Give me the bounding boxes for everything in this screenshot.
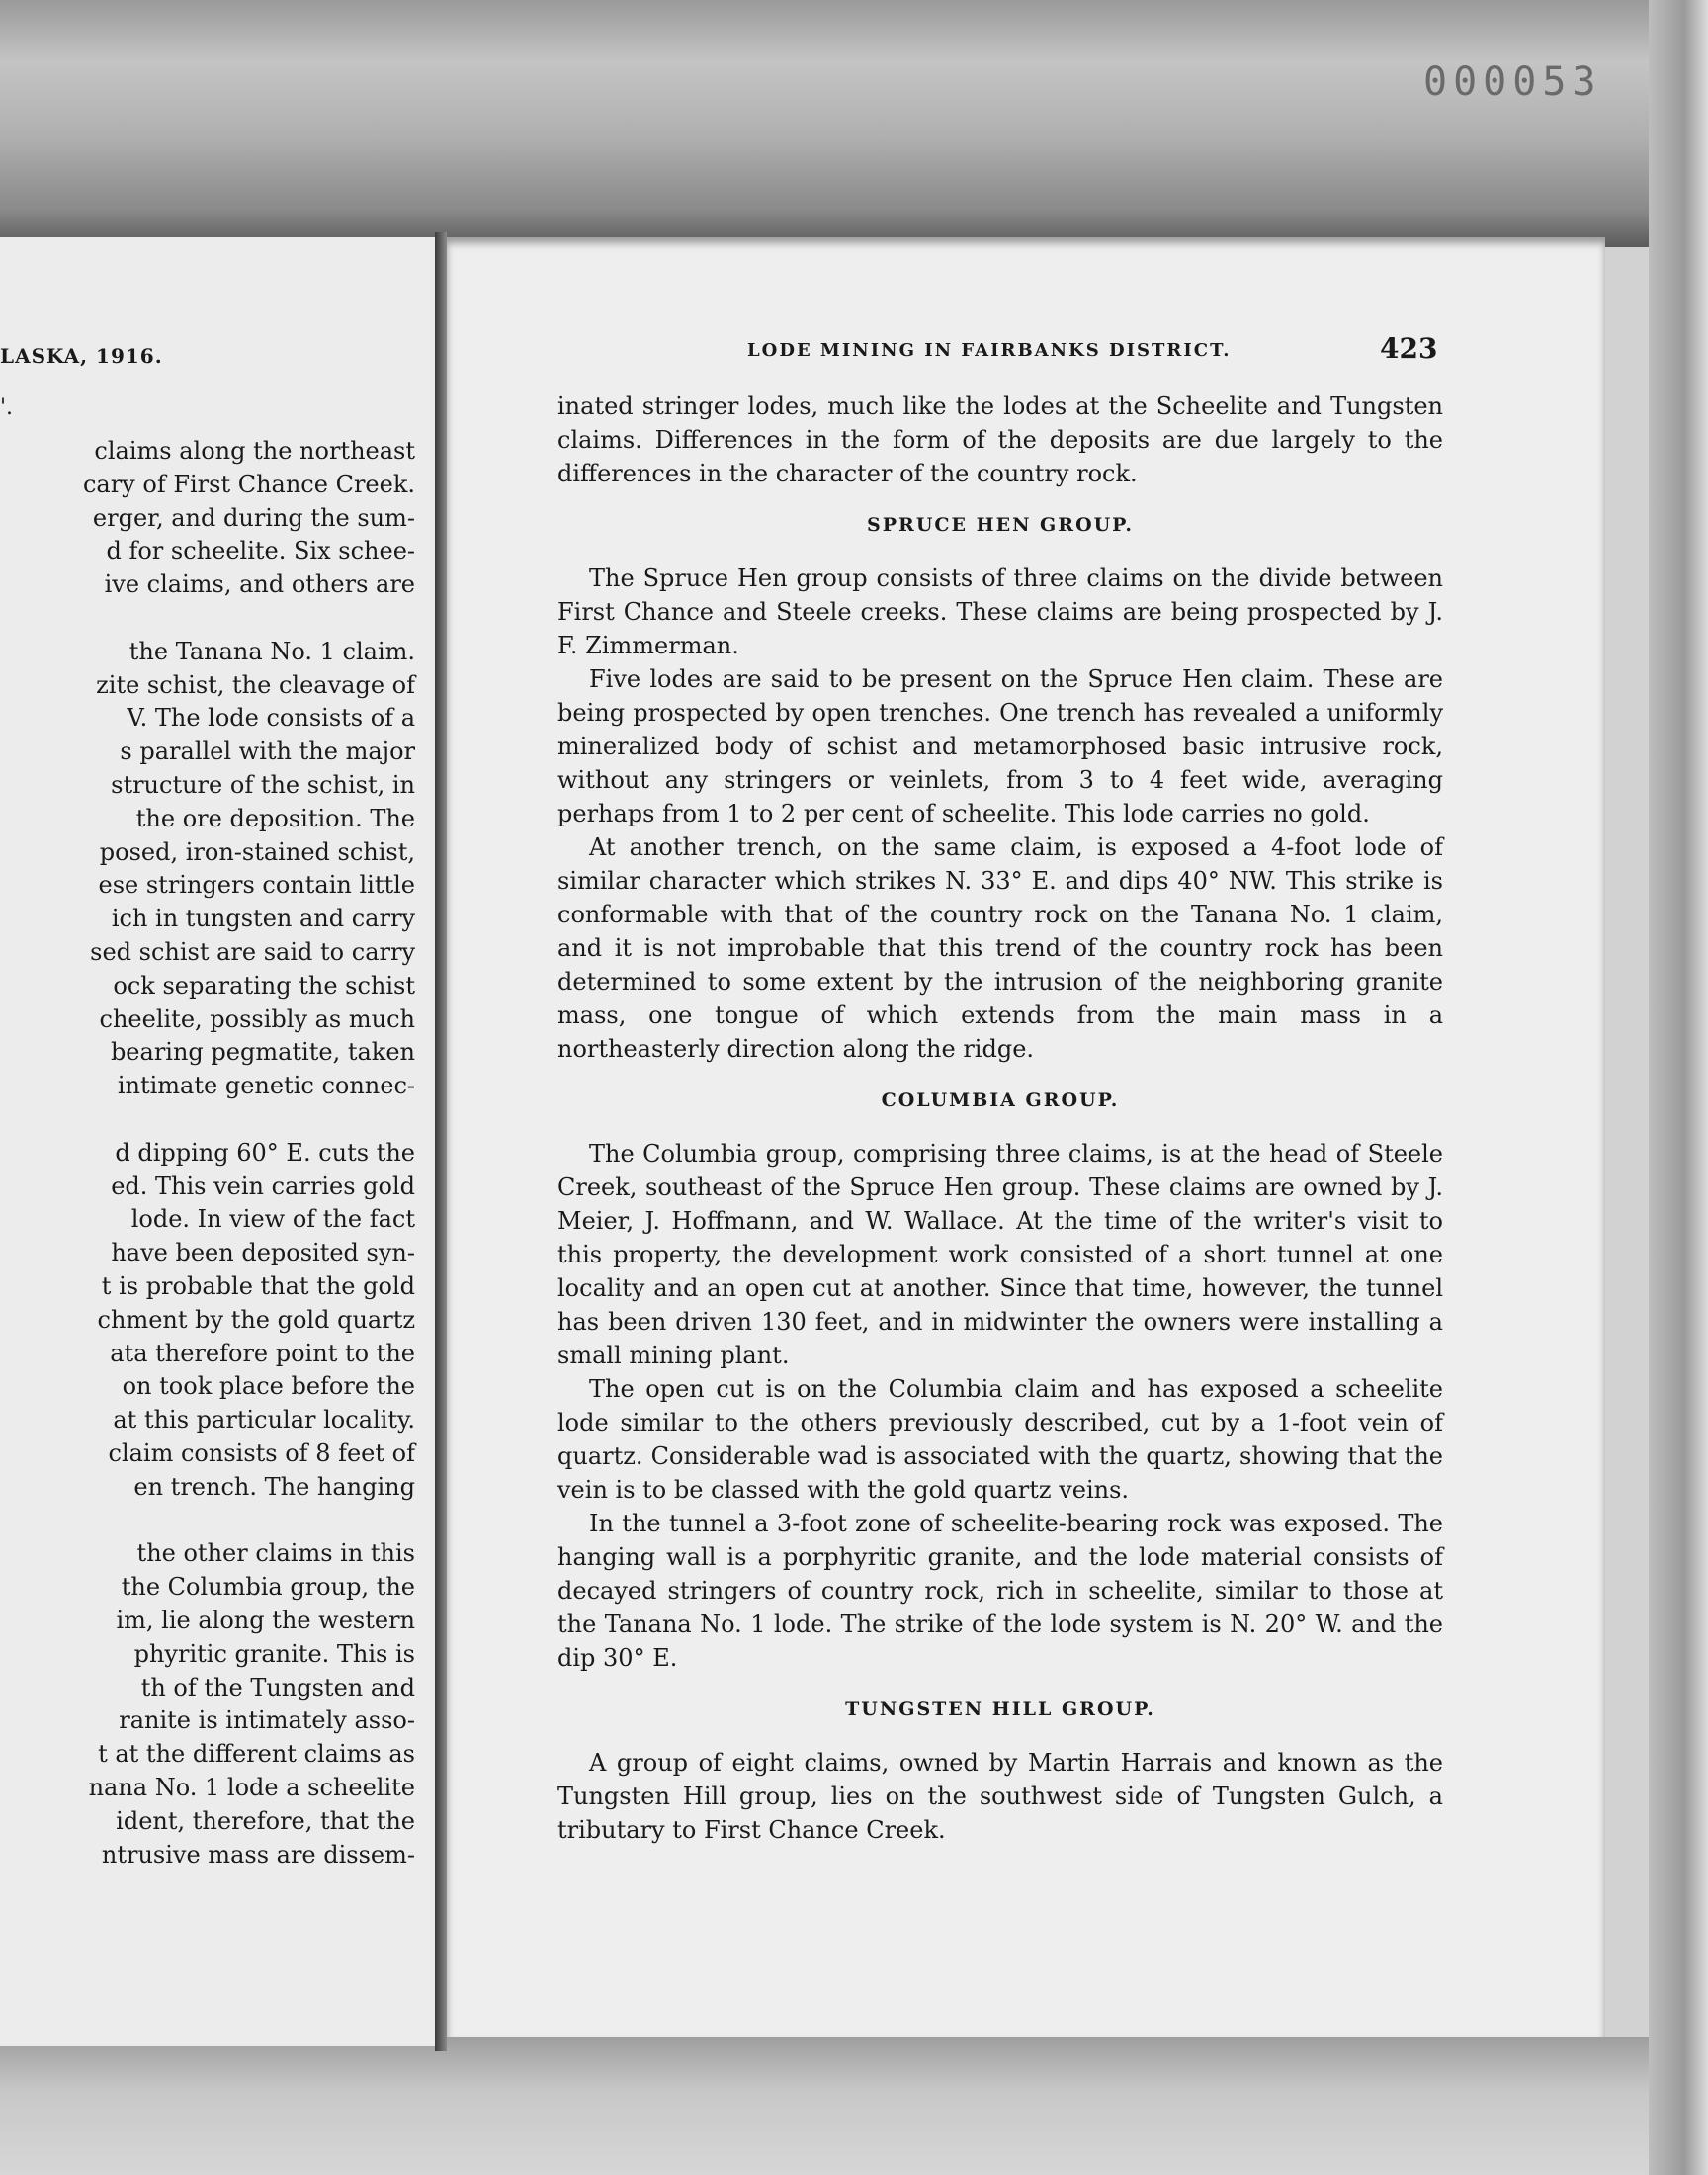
left-text-line: ich in tungsten and carry — [111, 905, 415, 933]
section-heading-spruce-hen: SPRUCE HEN GROUP. — [867, 514, 1134, 536]
left-text-line: ata therefore point to the — [110, 1339, 415, 1367]
running-head: LODE MINING IN FAIRBANKS DISTRICT. — [747, 340, 1232, 361]
left-text-line: chment by the gold quartz — [97, 1305, 415, 1334]
left-text-line: nana No. 1 lode a scheelite — [88, 1774, 415, 1801]
left-text-line: claim consists of 8 feet of — [108, 1439, 415, 1467]
left-text-line: en trench. The hanging — [133, 1472, 415, 1501]
left-text-line: posed, iron-stained schist, — [99, 837, 415, 866]
left-text-line: d dipping 60° E. cuts the — [115, 1138, 415, 1167]
left-text-line: the other claims in this — [136, 1539, 415, 1568]
left-text-line: t is probable that the gold — [101, 1272, 415, 1300]
left-text-line: lode. In view of the fact — [130, 1205, 415, 1234]
left-text-line: the Columbia group, the — [121, 1573, 415, 1602]
left-text-line: bearing pegmatite, taken — [110, 1038, 415, 1067]
archive-stamp-number: 000053 — [1423, 59, 1602, 105]
left-text-line: the ore deposition. The — [135, 804, 415, 832]
left-text-line: phyritic granite. This is — [133, 1639, 415, 1668]
left-text-line: ntrusive mass are dissem- — [101, 1840, 415, 1869]
left-text-line: th of the Tungsten and — [140, 1673, 415, 1701]
page-body — [557, 390, 1443, 1847]
left-text-line: at this particular locality. — [113, 1406, 415, 1435]
left-text-line: ese stringers contain little — [98, 871, 415, 900]
left-text-line: ive claims, and others are — [104, 570, 415, 599]
left-text-line: d for scheelite. Six schee- — [106, 537, 415, 566]
left-text-line: sed schist are said to carry — [90, 938, 415, 966]
left-text-line: ock separating the schist — [113, 971, 415, 1000]
left-text-line: ed. This vein carries gold — [111, 1172, 415, 1200]
left-page — [0, 237, 435, 2046]
left-text-line: im, lie along the western — [116, 1607, 415, 1634]
scan-bottom-shadow — [0, 2037, 1708, 2175]
left-text-line: ranite is intimately asso- — [119, 1706, 415, 1735]
left-section-marker: '. — [0, 395, 14, 420]
left-text-line: cary of First Chance Creek. — [82, 470, 415, 498]
page-number: 423 — [1380, 332, 1438, 365]
left-text-line: V. The lode consists of a — [127, 704, 415, 733]
left-text-line: structure of the schist, in — [111, 771, 415, 799]
right-page — [447, 237, 1605, 2037]
left-text-line: have been deposited syn- — [111, 1239, 415, 1267]
paragraph: At another trench, on the same claim, is exposed a 4-foot lode of similar character which strikes N. 33° E. and dips 40° NW. This strike is conformable with that of the country rock on the Tanana No. 1 claim, and it is not improbable that this trend of the country rock has been determined to some extent by the intrusion of the neighboring granite mass, one tongue of which extends from the main mass in a northeasterly direction along the ridge. — [557, 833, 1443, 1063]
scan-right-edge — [1649, 0, 1708, 2175]
left-text-line: ident, therefore, that the — [116, 1806, 415, 1835]
left-text-line: claims along the northeast — [94, 437, 415, 465]
left-text-line: zite schist, the cleavage of — [96, 670, 415, 699]
book-gutter — [435, 232, 447, 2051]
left-running-head: LASKA, 1916. — [0, 344, 163, 368]
intro-paragraph: inated stringer lodes, much like the lodes at the Scheelite and Tungsten claims. Differences in the form of the deposits are due largely to the differences in the character of the country rock. — [557, 392, 1443, 487]
section-heading-columbia: COLUMBIA GROUP. — [881, 1089, 1120, 1111]
section-heading-tungsten-hill: TUNGSTEN HILL GROUP. — [845, 1698, 1155, 1720]
left-text-line: erger, and during the sum- — [92, 503, 415, 532]
paragraph: Five lodes are said to be present on the Spruce Hen claim. These are being prospected by open trenches. One trench has revealed a uniformly mineralized body of schist and metamorphosed basic intrusive rock, without any stringers or veinlets, from 3 to 4 feet wide, averaging perhaps from 1 to 2 per cent of scheelite. This lode carries no gold. — [557, 665, 1443, 827]
scan-top-shadow — [0, 0, 1708, 247]
paragraph: The Spruce Hen group consists of three claims on the divide between First Chance and Steele creeks. These claims are being prospected by J. F. Zimmerman. — [557, 565, 1443, 659]
left-text-line: intimate genetic connec- — [117, 1072, 415, 1100]
left-text-line: the Tanana No. 1 claim. — [128, 637, 415, 665]
paragraph: A group of eight claims, owned by Martin Harrais and known as the Tungsten Hill group, lies on the southwest side of Tungsten Gulch, a tributary to First Chance Creek. — [557, 1749, 1443, 1844]
left-text-line: s parallel with the major — [120, 738, 415, 766]
left-text-line: on took place before the — [122, 1372, 415, 1401]
paragraph: The open cut is on the Columbia claim and has exposed a scheelite lode similar to the others previously described, cut by a 1-foot vein of quartz. Considerable wad is associated with the quartz, showing that the vein is to be classed with the gold quartz veins. — [557, 1375, 1443, 1504]
paragraph: The Columbia group, comprising three claims, is at the head of Steele Creek, southeast of the Spruce Hen group. These claims are owned by J. Meier, J. Hoffmann, and W. Wallace. At the time of the writer's visit to this property, the development work consisted of a short tunnel at one locality and an open cut at another. Since that time, however, the tunnel has been driven 130 feet, and in midwinter the owners were installing a small mining plant. — [557, 1140, 1443, 1369]
left-text-line: cheelite, possibly as much — [99, 1004, 415, 1033]
paragraph: In the tunnel a 3-foot zone of scheelite-bearing rock was exposed. The hanging wall is a porphyritic granite, and the lode material consists of decayed stringers of country rock, rich in scheelite, similar to those at the Tanana No. 1 lode. The strike of the lode system is N. 20° W. and the dip 30° E. — [557, 1510, 1443, 1672]
left-text-line: t at the different claims as — [98, 1740, 415, 1769]
